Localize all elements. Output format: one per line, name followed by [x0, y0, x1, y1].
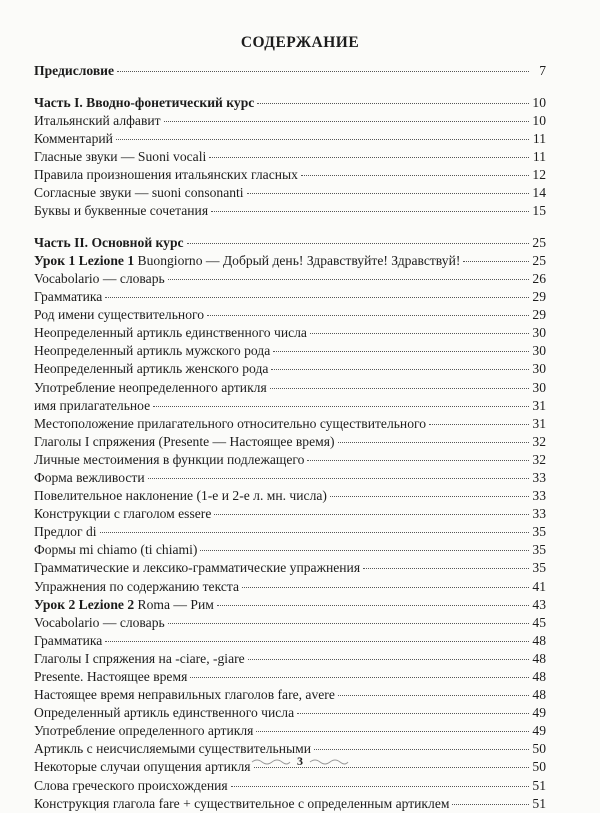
- toc-entry-title: [34, 541, 197, 559]
- toc-entry-heading: Артикль с неисчисляемыми существительными: [34, 741, 312, 757]
- toc-entry-heading: Местоположение прилагательного относительно существительного: [34, 415, 427, 431]
- dot-leader: [168, 623, 529, 624]
- toc-entry-title: [34, 632, 102, 650]
- toc-entry-page: 25: [532, 252, 546, 268]
- toc-entry-subtitle: Roma — Рим: [137, 596, 214, 612]
- dot-leader: [211, 211, 529, 212]
- toc-entry-page: 10: [532, 112, 546, 128]
- toc-entry-page: 30: [532, 343, 546, 359]
- dot-leader: [330, 496, 529, 497]
- toc-entry-page: 29: [532, 289, 546, 305]
- wave-ornament-left-icon: [251, 758, 291, 766]
- toc-entry-heading: Грамматические и лексико-грамматические упражнения: [34, 560, 361, 576]
- toc-entry-page: 35: [532, 560, 546, 576]
- toc-entry: [34, 505, 546, 523]
- toc-entry: [34, 632, 546, 650]
- dot-leader: [207, 315, 529, 316]
- toc-entry-heading: Неопределенный артикль единственного числа: [34, 325, 307, 341]
- toc-entry-title: [34, 451, 304, 469]
- toc-entry: [34, 523, 546, 541]
- toc-entry: [34, 722, 546, 740]
- toc-entry-heading: Формы mi chiamo (ti chiami): [34, 542, 198, 558]
- toc-entry-title: [34, 202, 208, 220]
- toc-entry-heading: Неопределенный артикль мужского рода: [34, 343, 271, 359]
- dot-leader: [214, 514, 529, 515]
- toc-entry-title: [34, 614, 165, 632]
- toc-entry-title: [34, 148, 206, 166]
- toc-entry-title: [34, 288, 102, 306]
- toc-entry: [34, 541, 546, 559]
- dot-leader: [271, 369, 529, 370]
- toc-entry-title: [34, 112, 161, 130]
- toc-entry: [34, 94, 546, 112]
- toc-entry-title: [34, 487, 327, 505]
- dot-leader: [338, 695, 529, 696]
- toc-entry-page: 51: [532, 777, 546, 793]
- toc-entry-heading: Неопределенный артикль женского рода: [34, 361, 269, 377]
- toc-entry-heading: имя прилагательное: [34, 397, 151, 413]
- toc-entry-heading: Слова греческого происхождения: [34, 777, 228, 793]
- toc-entry-title: [34, 252, 460, 270]
- toc-entry-heading: Упражнения по содержанию текста: [34, 578, 240, 594]
- toc-entry: [34, 668, 546, 686]
- toc-entry-title: [34, 505, 211, 523]
- dot-leader: [257, 103, 529, 104]
- toc-entry-page: 35: [532, 542, 546, 558]
- toc-entry-title: [34, 559, 360, 577]
- toc-entry: [34, 62, 546, 80]
- toc-entry-heading: Грамматика: [34, 289, 103, 305]
- toc-entry-heading: Предисловие: [34, 63, 115, 78]
- toc-entry-title: [34, 306, 204, 324]
- toc-entry-page: 10: [532, 94, 546, 110]
- toc-entry-title: [34, 704, 294, 722]
- dot-leader: [105, 297, 529, 298]
- toc-entry-page: 31: [532, 415, 546, 431]
- toc-entry: [34, 650, 546, 668]
- dot-leader: [164, 121, 529, 122]
- toc-entry: [34, 324, 546, 342]
- toc-entry-heading: Урок 2 Lezione 2: [34, 596, 138, 612]
- toc-entry: [34, 184, 546, 202]
- toc-entry-heading: Некоторые случаи опущения артикля: [34, 759, 251, 775]
- toc-entry: [34, 130, 546, 148]
- toc-entry: [34, 270, 546, 288]
- toc-entry-heading: Комментарий: [34, 130, 113, 146]
- toc-entry-title: [34, 379, 267, 397]
- toc-entry-title: [34, 62, 114, 80]
- toc-entry-heading: Гласные звуки — Suoni vocali: [34, 148, 207, 164]
- toc-entry-title: [34, 578, 239, 596]
- toc-entry-title: [34, 596, 214, 614]
- toc-entry-title: [34, 166, 298, 184]
- toc-entry-page: 26: [532, 270, 546, 286]
- toc-entry-heading: Повелительное наклонение (1-е и 2-е л. мн. числа): [34, 488, 327, 504]
- dot-leader: [256, 731, 529, 732]
- dot-leader: [117, 71, 529, 72]
- dot-leader: [310, 333, 529, 334]
- toc-entry-page: 48: [532, 632, 546, 648]
- toc-entry-heading: Глаголы I спряжения на -ciare, -giare: [34, 650, 245, 666]
- toc-entry: [34, 795, 546, 813]
- toc-entry-title: [34, 360, 268, 378]
- toc-entry: [34, 112, 546, 130]
- toc-entry-page: 32: [532, 433, 546, 449]
- toc-entry-page: 41: [532, 578, 546, 594]
- toc-entry-heading: Личные местоимения в функции подлежащего: [34, 451, 305, 467]
- dot-leader: [116, 139, 529, 140]
- table-of-contents: [34, 62, 546, 813]
- toc-entry-heading: Часть II. Основной курс: [34, 234, 184, 250]
- dot-leader: [187, 243, 529, 244]
- toc-entry-title: [34, 668, 187, 686]
- toc-entry-heading: Vocabolario — словарь: [34, 614, 165, 630]
- dot-leader: [190, 677, 529, 678]
- toc-entry-title: [34, 397, 150, 415]
- toc-entry: [34, 202, 546, 220]
- toc-entry-page: 30: [532, 361, 546, 377]
- toc-entry-page: 30: [532, 325, 546, 341]
- toc-entry-page: 50: [532, 759, 546, 775]
- toc-entry-heading: Грамматика: [34, 632, 103, 648]
- dot-leader: [209, 157, 529, 158]
- toc-entry-title: [34, 686, 335, 704]
- toc-entry-page: 35: [532, 524, 546, 540]
- toc-entry-title: [34, 184, 244, 202]
- toc-entry-title: [34, 795, 449, 813]
- dot-leader: [231, 786, 529, 787]
- toc-entry-title: [34, 650, 245, 668]
- dot-leader: [248, 659, 529, 660]
- dot-leader: [463, 261, 529, 262]
- toc-entry-heading: Итальянский алфавит: [34, 112, 161, 128]
- toc-entry-heading: Форма вежливости: [34, 469, 145, 485]
- dot-leader: [168, 279, 529, 280]
- toc-entry: [34, 451, 546, 469]
- toc-entry-page: 11: [532, 148, 546, 164]
- dot-leader: [429, 424, 529, 425]
- toc-entry-page: 12: [532, 166, 546, 182]
- toc-entry-title: [34, 234, 184, 252]
- toc-entry: [34, 578, 546, 596]
- dot-leader: [100, 532, 529, 533]
- toc-entry-heading: Настоящее время неправильных глаголов fare, avere: [34, 687, 335, 703]
- toc-entry-title: [34, 469, 145, 487]
- toc-entry: [34, 288, 546, 306]
- toc-entry: [34, 777, 546, 795]
- toc-entry: [34, 433, 546, 451]
- toc-entry-page: 45: [532, 614, 546, 630]
- toc-entry: [34, 379, 546, 397]
- toc-entry-heading: Буквы и буквенные сочетания: [34, 203, 209, 219]
- toc-entry-page: 14: [532, 185, 546, 201]
- dot-leader: [301, 175, 529, 176]
- toc-entry-page: 50: [532, 741, 546, 757]
- toc-entry-heading: Урок 1 Lezione 1: [34, 252, 138, 268]
- toc-entry: [34, 252, 546, 270]
- dot-leader: [314, 749, 529, 750]
- toc-entry-title: [34, 722, 253, 740]
- dot-leader: [273, 351, 529, 352]
- toc-entry-heading: Конструкции с глаголом essere: [34, 506, 212, 522]
- toc-entry-heading: Предлог di: [34, 524, 97, 540]
- toc-entry-page: 43: [532, 596, 546, 612]
- dot-leader: [200, 550, 529, 551]
- toc-entry: [34, 397, 546, 415]
- toc-entry-page: 51: [532, 795, 546, 811]
- toc-entry-page: 48: [532, 687, 546, 703]
- toc-entry: [34, 704, 546, 722]
- dot-leader: [247, 193, 529, 194]
- toc-entry-title: [34, 415, 426, 433]
- toc-entry: [34, 559, 546, 577]
- toc-entry-page: 15: [532, 203, 546, 219]
- toc-entry: [34, 469, 546, 487]
- dot-leader: [307, 460, 529, 461]
- toc-entry-heading: Согласные звуки — suoni consonanti: [34, 185, 244, 201]
- page-footer: [0, 754, 600, 769]
- toc-entry-title: [34, 130, 113, 148]
- dot-leader: [297, 713, 529, 714]
- toc-entry-title: [34, 94, 254, 112]
- toc-entry: [34, 487, 546, 505]
- toc-entry-page: 11: [532, 130, 546, 146]
- toc-entry-title: [34, 324, 307, 342]
- toc-entry-title: [34, 777, 228, 795]
- toc-entry-subtitle: Buongiorno — Добрый день! Здравствуйте! Здравствуй!: [137, 252, 461, 268]
- page-title: СОДЕРЖАНИЕ: [240, 34, 360, 51]
- toc-entry: [34, 686, 546, 704]
- toc-entry-title: [34, 342, 270, 360]
- toc-entry-page: 48: [532, 669, 546, 684]
- toc-entry-heading: Род имени существительного: [34, 307, 205, 323]
- dot-leader: [363, 568, 529, 569]
- page-number: 3: [297, 754, 303, 768]
- toc-entry-title: [34, 523, 97, 541]
- toc-entry: [34, 342, 546, 360]
- dot-leader: [242, 587, 529, 588]
- toc-entry-heading: Употребление определенного артикля: [34, 723, 254, 739]
- dot-leader: [105, 641, 529, 642]
- toc-entry: [34, 166, 546, 184]
- toc-entry-page: 30: [532, 379, 546, 395]
- toc-entry-heading: Глаголы I спряжения (Presente — Настоящее время): [34, 433, 335, 449]
- toc-entry-page: 32: [532, 451, 546, 467]
- toc-entry-heading: Конструкция глагола fare + существительное с определенным артиклем: [34, 795, 450, 811]
- toc-entry: [34, 234, 546, 252]
- toc-entry: [34, 614, 546, 632]
- dot-leader: [338, 442, 529, 443]
- toc-entry: [34, 415, 546, 433]
- toc-entry-title: [34, 270, 165, 288]
- toc-entry-heading: Presente. Настоящее время: [34, 669, 188, 684]
- dot-leader: [270, 388, 529, 389]
- toc-entry-heading: Определенный артикль единственного числа: [34, 705, 295, 721]
- toc-entry-page: 33: [532, 488, 546, 504]
- toc-entry-page: 25: [532, 234, 546, 250]
- dot-leader: [148, 478, 529, 479]
- toc-entry-page: 33: [532, 506, 546, 522]
- toc-entry-page: 48: [532, 650, 546, 666]
- toc-entry-page: 31: [532, 397, 546, 413]
- toc-entry-page: 49: [532, 705, 546, 721]
- toc-entry-heading: Употребление неопределенного артикля: [34, 379, 267, 395]
- toc-entry-heading: Правила произношения итальянских гласных: [34, 166, 298, 182]
- toc-entry: [34, 306, 546, 324]
- toc-entry: [34, 596, 546, 614]
- toc-entry: [34, 148, 546, 166]
- toc-entry-heading: Vocabolario — словарь: [34, 270, 165, 286]
- wave-ornament-right-icon: [309, 758, 349, 766]
- toc-entry-page: 29: [532, 307, 546, 323]
- dot-leader: [153, 406, 529, 407]
- toc-entry-page: 33: [532, 469, 546, 485]
- toc-entry-page: 7: [539, 63, 546, 78]
- toc-entry-page: 49: [532, 723, 546, 739]
- toc-entry-heading: Часть I. Вводно-фонетический курс: [34, 94, 255, 110]
- toc-entry-title: [34, 433, 335, 451]
- toc-entry: [34, 360, 546, 378]
- dot-leader: [452, 804, 529, 805]
- dot-leader: [217, 605, 529, 606]
